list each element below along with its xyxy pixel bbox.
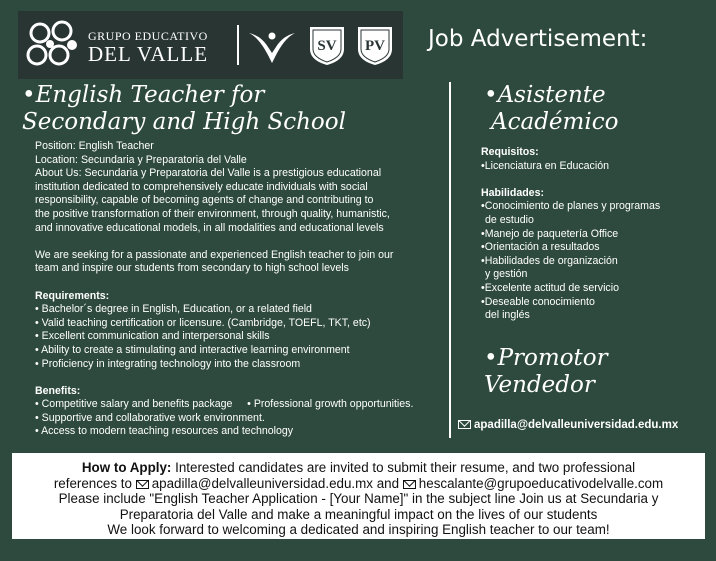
- apply-line3: Please include "English Teacher Application - [Your Name]" in the subject line Join us at Secundaria y: [58, 491, 659, 507]
- apply-label: How to Apply:: [81, 460, 172, 475]
- page-title: Job Advertisement:: [428, 26, 648, 52]
- requirement-item: • Excellent communication and interpersonal skills: [35, 330, 270, 343]
- promotor-title-line1: •Promotor: [484, 345, 608, 371]
- about-line: About Us: Secundaria y Preparatoria del Valle is a prestigious educational: [35, 167, 382, 180]
- habilidad-item: de estudio: [485, 213, 534, 226]
- apply-line2: references to apadilla@delvalleuniversidad.edu.mx and hescalante@grupoeducativodelvalle.com: [53, 475, 664, 491]
- asistente-description: [481, 146, 706, 323]
- requirement-item: • Bachelor´s degree in English, Education, or a related field: [35, 303, 312, 316]
- apply-email1[interactable]: apadilla@delvalleuniversidad.edu.mx: [151, 475, 373, 491]
- logo-text: [88, 30, 208, 65]
- habilidad-item: •Deseable conocimiento: [481, 295, 595, 308]
- logo-line2: DEL VALLE: [88, 42, 209, 66]
- habilidad-item: •Conocimiento de planes y programas: [481, 200, 661, 213]
- envelope-icon: [458, 420, 471, 429]
- promotor-title-line2: Vendedor: [484, 372, 595, 398]
- sv-seal-icon: [306, 23, 348, 67]
- seal1-text: SV: [317, 38, 337, 54]
- requirements-heading: Requirements:: [35, 289, 110, 302]
- pv-seal-icon: [354, 23, 396, 67]
- benefit-item: • Supportive and collaborative work environment.: [35, 411, 265, 424]
- column-divider: [449, 82, 451, 438]
- benefit-item: • Access to modern teaching resources and technology: [35, 425, 294, 438]
- asistente-title-line2: Académico: [491, 109, 619, 135]
- apply-line1: How to Apply: Interested candidates are invited to submit their resume, and two professional: [81, 460, 636, 475]
- promotor-email[interactable]: [458, 419, 678, 431]
- seeking-line: team and inspire our students from secondary to high school levels: [35, 262, 349, 275]
- apply-line4: Preparatoria del Valle and make a meaningful impact on the lives of our students: [119, 506, 598, 522]
- apply-email2[interactable]: hescalante@grupoeducativodelvalle.com: [418, 475, 664, 491]
- english-title-line1: •English Teacher for: [22, 82, 265, 108]
- seal2-text: PV: [365, 38, 385, 54]
- del-valle-emblem-icon: [26, 19, 80, 71]
- envelope-icon: [136, 480, 149, 489]
- habilidades-heading: Habilidades:: [481, 186, 544, 199]
- habilidad-item: •Orientación a resultados: [481, 241, 600, 254]
- benefits-heading: Benefits:: [35, 384, 81, 397]
- seeking-line: We are seeking for a passionate and experienced English teacher to join our: [35, 248, 394, 261]
- about-line: and innovative educational models, in all modalities and educational levels: [35, 221, 384, 234]
- asistente-title-line1: •Asistente: [484, 82, 606, 108]
- promotor-email-text[interactable]: apadilla@delvalleuniversidad.edu.mx: [474, 419, 679, 431]
- requirement-item: • Proficiency in integrating technology into the classroom: [35, 357, 301, 370]
- english-teacher-description: [35, 140, 450, 439]
- logo-line1: GRUPO EDUCATIVO: [88, 29, 208, 43]
- location-text: Location: Secundaria y Preparatoria del Valle: [35, 153, 247, 166]
- asistente-academico-title: [484, 82, 618, 136]
- requirement-item: • Valid teaching certification or licensure. (Cambridge, TOEFL, TKT, etc): [35, 316, 371, 329]
- promotor-vendedor-title: [484, 345, 608, 399]
- logo-bar: [18, 11, 403, 79]
- habilidad-item: •Excelente actitud de servicio: [481, 281, 619, 294]
- requirement-item: • Ability to create a stimulating and interactive learning environment: [35, 343, 350, 356]
- about-line: the positive transformation of their environment, through quality, humanistic,: [35, 207, 390, 220]
- about-line: institution dedicated to comprehensively educate individuals with social: [35, 180, 368, 193]
- logo-divider: [237, 25, 239, 65]
- benefit-item: • Competitive salary and benefits package • Professional growth opportunities.: [35, 398, 414, 411]
- habilidad-item: del inglés: [485, 309, 530, 322]
- habilidad-item: y gestión: [485, 268, 528, 281]
- position-text: Position: English Teacher: [35, 140, 154, 152]
- english-teacher-title: [22, 82, 346, 136]
- envelope-icon: [403, 480, 416, 489]
- requisito-item: •Licenciatura en Educación: [481, 159, 609, 172]
- about-line: responsibility, capable of becoming agents of change and contributing to: [35, 194, 374, 207]
- english-title-line2: Secondary and High School: [22, 109, 346, 135]
- requisitos-heading: Requisitos:: [481, 146, 539, 158]
- habilidad-item: •Manejo de paquetería Office: [481, 227, 619, 240]
- apply-line5: We look forward to welcoming a dedicated and inspiring English teacher to our team!: [107, 522, 610, 538]
- how-to-apply-box: [12, 453, 705, 539]
- bird-wings-icon: [247, 27, 297, 65]
- habilidad-item: •Habilidades de organización: [481, 254, 618, 267]
